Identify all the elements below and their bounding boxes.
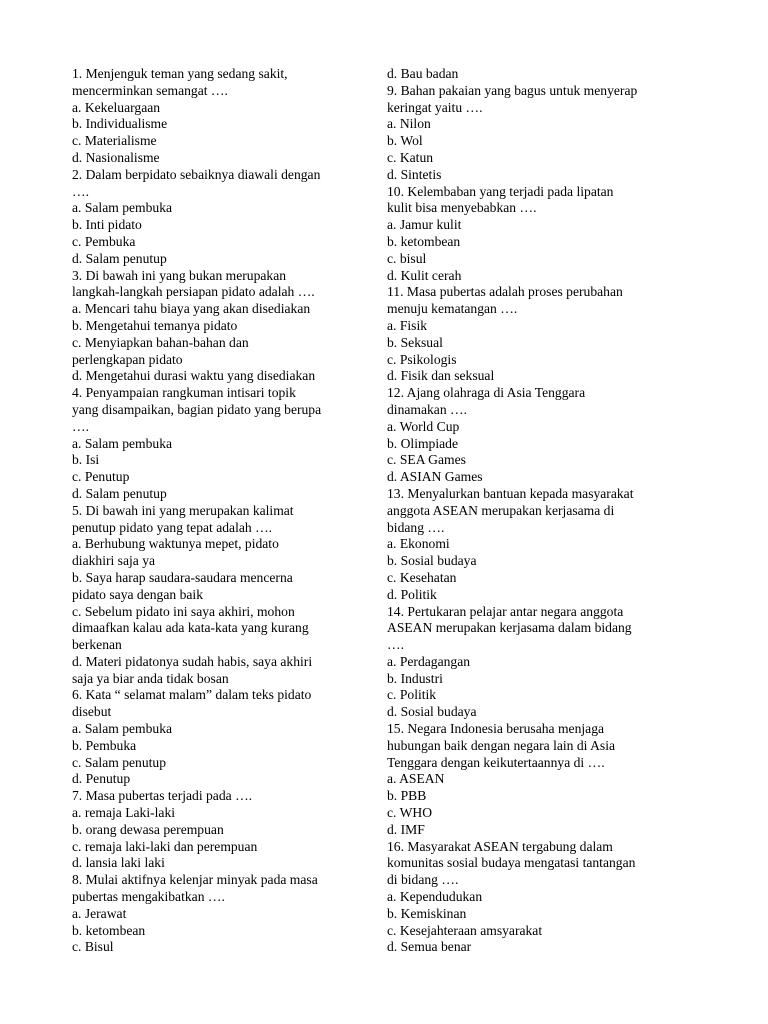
text-line: keringat yaitu …. <box>387 99 483 115</box>
text-line: hubungan baik dengan negara lain di Asia <box>387 737 616 753</box>
text-line: 14. Pertukaran pelajar antar negara anggota <box>387 603 624 619</box>
text-line: d. Salam penutup <box>72 485 167 501</box>
text-line: 4. Penyampaian rangkuman intisari topik <box>72 385 296 401</box>
text-line: saja ya biar anda tidak bosan <box>72 670 229 686</box>
text-line: menuju kematangan …. <box>387 301 518 317</box>
text-line: diakhiri saja ya <box>72 553 156 569</box>
text-line: Tenggara dengan keikutertaannya di …. <box>387 754 605 770</box>
text-line: b. Olimpiade <box>387 435 458 451</box>
text-line: b. Mengetahui temanya pidato <box>72 317 238 333</box>
left-column <box>72 66 372 956</box>
text-line: d. IMF <box>387 821 425 837</box>
text-line: 13. Menyalurkan bantuan kepada masyarakat <box>387 485 634 501</box>
text-line: c. bisul <box>387 250 427 266</box>
text-line: a. Jerawat <box>72 905 127 921</box>
text-line: komunitas sosial budaya mengatasi tantangan <box>387 855 636 871</box>
text-line: disebut <box>72 704 112 720</box>
text-line: 9. Bahan pakaian yang bagus untuk menyerap <box>387 82 638 98</box>
text-line: a. Kekeluargaan <box>72 99 161 115</box>
text-line: a. Nilon <box>387 116 431 132</box>
text-line: d. Nasionalisme <box>72 149 160 165</box>
text-line: b. Pembuka <box>72 737 137 753</box>
text-line: anggota ASEAN merupakan kerjasama di <box>387 502 615 518</box>
text-line: b. Seksual <box>387 334 443 350</box>
text-line: d. Semua benar <box>387 939 472 955</box>
text-line: ASEAN merupakan kerjasama dalam bidang <box>387 620 632 636</box>
text-line: d. Penutup <box>72 771 131 787</box>
text-line: c. Kesehatan <box>387 569 457 585</box>
text-line: c. remaja laki-laki dan perempuan <box>72 838 258 854</box>
text-line: bidang …. <box>387 519 445 535</box>
text-line: 16. Masyarakat ASEAN tergabung dalam <box>387 838 613 854</box>
text-line: 2. Dalam berpidato sebaiknya diawali dengan <box>72 166 321 182</box>
text-line: d. Bau badan <box>387 66 459 81</box>
text-line: c. SEA Games <box>387 452 466 468</box>
text-line: d. Materi pidatonya sudah habis, saya akhiri <box>72 653 313 669</box>
text-line: 8. Mulai aktifnya kelenjar minyak pada masa <box>72 872 318 888</box>
text-line: langkah-langkah persiapan pidato adalah …. <box>72 284 315 300</box>
text-line: d. Salam penutup <box>72 250 167 266</box>
text-line: b. ketombean <box>72 922 146 938</box>
text-line: b. Wol <box>387 133 423 149</box>
text-line: a. remaja Laki-laki <box>72 805 176 821</box>
text-line: b. PBB <box>387 788 427 804</box>
text-line: d. Kulit cerah <box>387 267 462 283</box>
text-line: b. Kemiskinan <box>387 905 467 921</box>
text-line: dimaafkan kalau ada kata-kata yang kurang <box>72 620 309 636</box>
text-line: 1. Menjenguk teman yang sedang sakit, <box>72 66 288 81</box>
text-line: a. World Cup <box>387 418 460 434</box>
text-line: b. Inti pidato <box>72 217 142 233</box>
text-line: c. WHO <box>387 805 433 821</box>
text-line: …. <box>72 183 89 199</box>
text-line: c. Sebelum pidato ini saya akhiri, mohon <box>72 603 295 619</box>
text-line: a. Fisik <box>387 317 428 333</box>
text-line: penutup pidato yang tepat adalah …. <box>72 519 273 535</box>
text-line: a. Berhubung waktunya mepet, pidato <box>72 536 279 552</box>
text-line: …. <box>72 418 89 434</box>
text-line: b. Industri <box>387 670 443 686</box>
text-line: 10. Kelembaban yang terjadi pada lipatan <box>387 183 614 199</box>
text-line: a. Salam pembuka <box>72 721 173 737</box>
text-line: 6. Kata “ selamat malam” dalam teks pidato <box>72 687 312 703</box>
text-line: c. Bisul <box>72 939 114 955</box>
text-line: a. Salam pembuka <box>72 200 173 216</box>
text-line: d. Sosial budaya <box>387 704 477 720</box>
text-line: a. Salam pembuka <box>72 435 173 451</box>
text-line: c. Kesejahteraan amsyarakat <box>387 922 543 938</box>
text-line: c. Materialisme <box>72 133 157 149</box>
text-line: 5. Di bawah ini yang merupakan kalimat <box>72 502 294 518</box>
text-line: c. Psikologis <box>387 351 457 367</box>
text-line: kulit bisa menyebabkan …. <box>387 200 537 216</box>
text-line: 3. Di bawah ini yang bukan merupakan <box>72 267 287 283</box>
text-line: d. Politik <box>387 586 437 602</box>
text-line: b. Isi <box>72 452 100 468</box>
text-line: 15. Negara Indonesia berusaha menjaga <box>387 721 605 737</box>
text-line: a. ASEAN <box>387 771 445 787</box>
text-line: b. ketombean <box>387 233 461 249</box>
text-line: perlengkapan pidato <box>72 351 183 367</box>
text-line: d. Mengetahui durasi waktu yang disediakan <box>72 368 316 384</box>
text-line: d. lansia laki laki <box>72 855 165 871</box>
text-line: d. Sintetis <box>387 166 442 182</box>
text-line: yang disampaikan, bagian pidato yang berupa <box>72 401 322 417</box>
text-line: a. Ekonomi <box>387 536 450 552</box>
text-line: dinamakan …. <box>387 401 468 417</box>
text-line: …. <box>387 637 404 653</box>
text-line: c. Penutup <box>72 469 130 485</box>
text-line: c. Katun <box>387 149 434 165</box>
text-line: c. Politik <box>387 687 437 703</box>
text-line: b. Sosial budaya <box>387 553 477 569</box>
text-line: d. Fisik dan seksual <box>387 368 495 384</box>
text-line: c. Menyiapkan bahan-bahan dan <box>72 334 249 350</box>
right-column <box>387 66 692 956</box>
text-line: a. Kependudukan <box>387 889 483 905</box>
text-line: 11. Masa pubertas adalah proses perubahan <box>387 284 623 300</box>
text-line: berkenan <box>72 637 122 653</box>
text-line: 7. Masa pubertas terjadi pada …. <box>72 788 253 804</box>
text-line: mencerminkan semangat …. <box>72 82 228 98</box>
text-line: c. Pembuka <box>72 233 136 249</box>
text-line: a. Mencari tahu biaya yang akan disediakan <box>72 301 311 317</box>
text-line: pubertas mengakibatkan …. <box>72 889 225 905</box>
text-line: a. Perdagangan <box>387 653 471 669</box>
text-line: pidato saya dengan baik <box>72 586 203 602</box>
text-line: 12. Ajang olahraga di Asia Tenggara <box>387 385 586 401</box>
text-line: d. ASIAN Games <box>387 469 483 485</box>
text-line: b. Saya harap saudara-saudara mencerna <box>72 569 293 585</box>
text-line: b. orang dewasa perempuan <box>72 821 224 837</box>
text-line: b. Individualisme <box>72 116 168 132</box>
text-line: di bidang …. <box>387 872 459 888</box>
text-line: c. Salam penutup <box>72 754 167 770</box>
text-line: a. Jamur kulit <box>387 217 462 233</box>
